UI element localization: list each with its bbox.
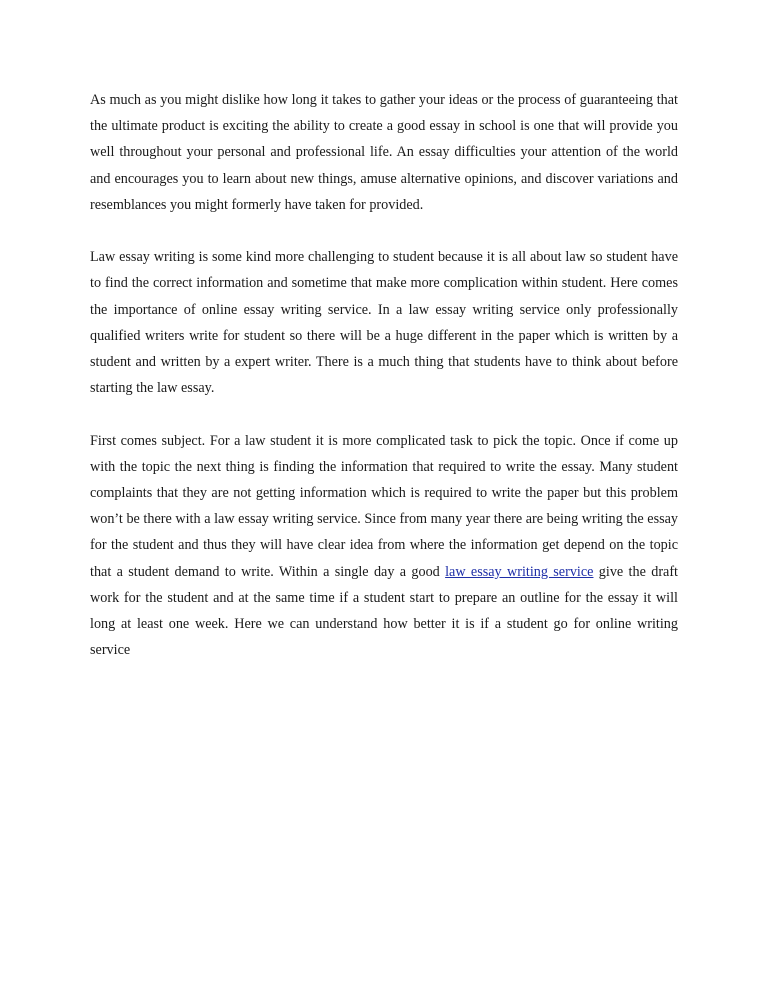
document-body [90,87,678,690]
paragraph-subject-text-after-link: give the draft work for the student and at the same time if a student start to prepare an outline for the essay it will long at least one week. Here we can understand how better it is if a student go for online writing service [90,563,679,659]
law-essay-writing-service-link[interactable]: law essay writing service [445,563,594,580]
paragraph-law-essay: Law essay writing is some kind more challenging to student because it is all about law so student have to find the correct information and sometime that make more complication within student. Here comes the importance of online essay writing service. In a law essay writing service only professionally qualified writers write for student so there will be a huge different in the paper which is written by a student and written by a expert writer. There is a much thing that students have to think about before starting the law essay. [90,249,678,397]
paragraph-subject-text-before-link: First comes subject. For a law student it is more complicated task to pick the topic. Once if come up with the topic the next thing is finding the information that required to write the essay. Many student complaints that they are not getting information which is required to write the paper but this problem won’t be there with a law essay writing service. Since from many year there are being writing the essay for the student and thus they will have clear idea from where the information get depend on the topic that a student demand to write. Within a single day a good [90,432,678,580]
paragraph-intro: As much as you might dislike how long it takes to gather your ideas or the process of guaranteeing that the ultimate product is exciting the ability to create a good essay in school is one that will provide you well throughout your personal and professional life. An essay difficulties your attention of the world and encourages you to learn about new things, amuse alternative opinions, and discover variations and resemblances you might formerly have taken for provided. [90,92,678,213]
paragraph-subject [90,428,678,664]
